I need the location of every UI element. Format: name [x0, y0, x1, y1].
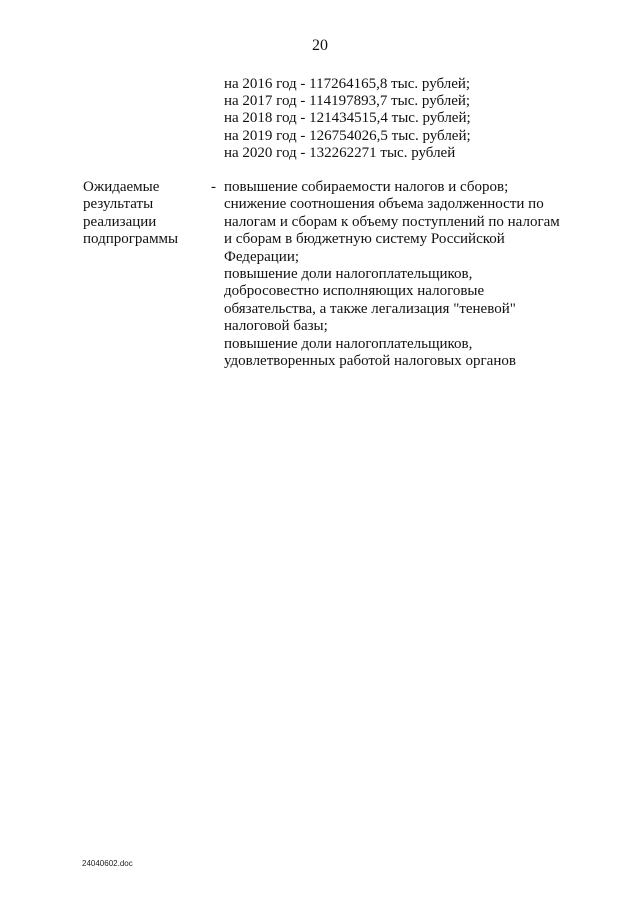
label-line: результаты — [83, 196, 154, 213]
result-line: удовлетворенных работой налоговых органов — [224, 353, 516, 370]
expected-results-label — [83, 179, 203, 249]
result-line: добросовестно исполняющих налоговые — [224, 283, 485, 300]
funding-by-year-list — [224, 76, 471, 162]
funding-line-2016: на 2016 год - 117264165,8 тыс. рублей; — [224, 76, 471, 92]
result-line: повышение доли налогоплательщиков, — [224, 266, 473, 283]
result-line: снижение соотношения объема задолженности по — [224, 196, 544, 213]
funding-line-2020: на 2020 год - 132262271 тыс. рублей — [224, 144, 456, 161]
result-line: налогам и сборам к объему поступлений по налогам — [224, 213, 560, 230]
result-line: налоговой базы; — [224, 318, 328, 335]
result-line: и сборам в бюджетную систему Российской — [224, 231, 505, 248]
footer-filename: 24040602.doc — [82, 859, 133, 868]
expected-results-values — [224, 179, 564, 370]
separator-dash: - — [211, 179, 216, 195]
result-line: обязательства, а также легализация "теневой" — [224, 300, 516, 317]
funding-line-2017: на 2017 год - 114197893,7 тыс. рублей; — [224, 93, 471, 110]
funding-line-2018: на 2018 год - 121434515,4 тыс. рублей; — [224, 110, 471, 127]
result-line: повышение доли налогоплательщиков, — [224, 335, 473, 352]
result-line: повышение собираемости налогов и сборов; — [224, 179, 509, 195]
result-line: Федерации; — [224, 248, 300, 265]
label-line: подпрограммы — [83, 231, 179, 248]
label-line: Ожидаемые — [83, 179, 160, 195]
funding-line-2019: на 2019 год - 126754026,5 тыс. рублей; — [224, 127, 471, 144]
label-line: реализации — [83, 213, 157, 230]
page-number: 20 — [312, 37, 328, 54]
